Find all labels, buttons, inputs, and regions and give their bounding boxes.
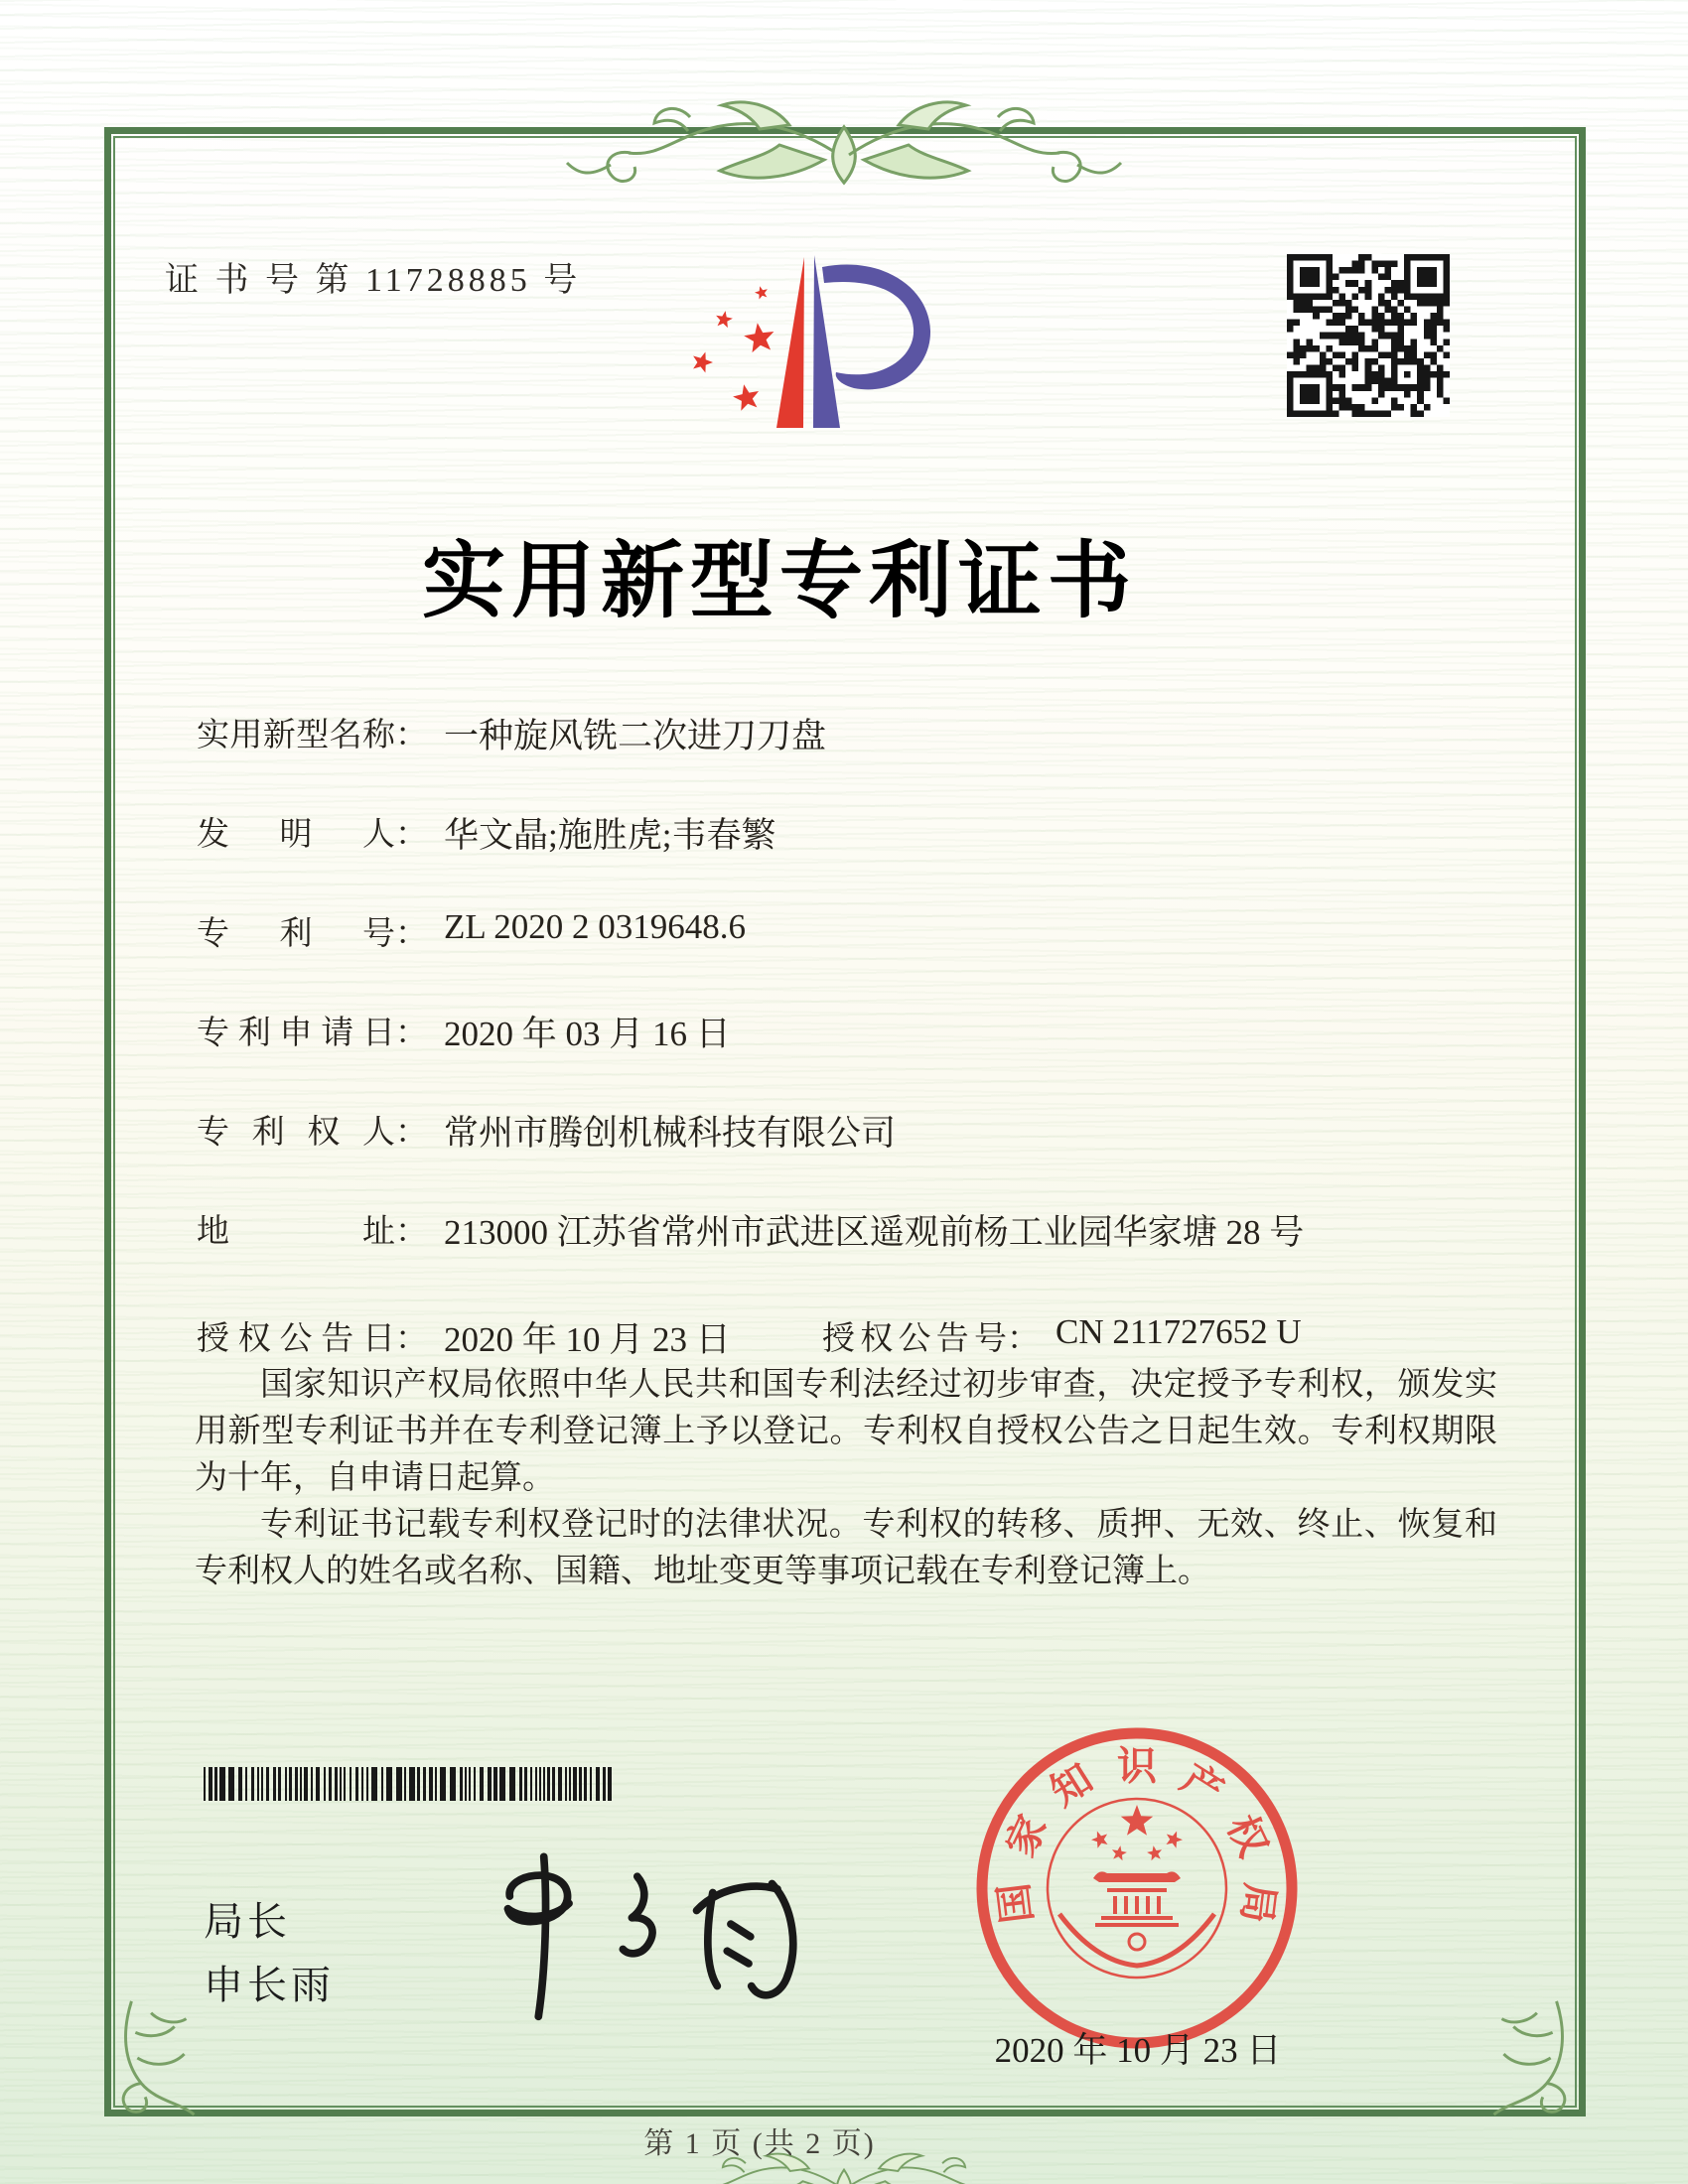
field-label: 授权公告号 xyxy=(822,1321,1007,1357)
field-value: 常州市腾创机械科技有限公司 xyxy=(444,1114,897,1153)
body-paragraph: 国家知识产权局依照中华人民共和国专利法经过初步审查，决定授予专利权，颁发实用新型专利证书并在专利登记簿上予以登记。专利权自授权公告之日起生效。专利权期限为十年，自申请日起算。 xyxy=(195,1367,1497,1496)
field-colon: ： xyxy=(395,1321,428,1357)
field-colon: ： xyxy=(395,817,428,853)
top-flourish-ornament-icon xyxy=(541,66,1147,214)
field-row-patentee xyxy=(197,1106,1507,1156)
barcode-icon xyxy=(204,1767,621,1801)
field-row-patent-no xyxy=(197,907,1507,957)
svg-text:权: 权 xyxy=(1218,1808,1277,1864)
grant-number-pair xyxy=(822,1312,1302,1359)
field-label: 授权公告日 xyxy=(197,1321,395,1357)
svg-text:国: 国 xyxy=(991,1880,1041,1926)
field-label: 专利申请日 xyxy=(197,1016,395,1051)
field-row-address xyxy=(197,1205,1507,1255)
svg-text:局: 局 xyxy=(1233,1880,1283,1926)
field-row-grant xyxy=(197,1312,1507,1362)
field-value: 一种旋风铣二次进刀刀盘 xyxy=(444,717,827,755)
field-row-filing-date xyxy=(197,1007,1507,1056)
officer-title: 局长 xyxy=(204,1900,291,1944)
seal-date: 2020 年 10 月 23 日 xyxy=(994,2031,1282,2070)
cnipa-logo-icon xyxy=(685,244,933,435)
field-label: 发明人 xyxy=(197,817,395,853)
svg-text:识: 识 xyxy=(1117,1743,1157,1789)
field-colon: ： xyxy=(395,1016,428,1051)
field-label: 专利号 xyxy=(197,916,395,952)
field-row-inventor xyxy=(197,808,1507,858)
officer-name: 申长雨 xyxy=(204,1964,335,2007)
svg-text:家: 家 xyxy=(997,1808,1055,1864)
field-label: 专利权人 xyxy=(197,1115,395,1151)
field-value: 2020 年 03 月 16 日 xyxy=(444,1015,731,1053)
svg-text:知: 知 xyxy=(1043,1755,1101,1815)
bottom-left-flourish-ornament-icon xyxy=(111,1993,206,2120)
field-value: ZL 2020 2 0319648.6 xyxy=(444,907,746,946)
page-title: 实用新型专利证书 xyxy=(421,536,1137,628)
legal-text-block xyxy=(195,1362,1497,1595)
body-paragraph: 专利证书记载专利权登记时的法律状况。专利权的转移、质押、无效、终止、恢复和专利权人的姓名或名称、国籍、地址变更等事项记载在专利登记簿上。 xyxy=(195,1507,1497,1589)
handwritten-signature-icon xyxy=(447,1825,824,2045)
page-number: 第 1 页 (共 2 页) xyxy=(643,2127,876,2160)
field-value: 华文晶;施胜虎;韦春繁 xyxy=(444,816,776,855)
national-emblem-icon xyxy=(1048,1799,1226,1978)
field-row-name xyxy=(197,709,1507,758)
field-colon: ： xyxy=(1007,1321,1040,1357)
svg-text:产: 产 xyxy=(1173,1755,1231,1815)
logo-stars-icon xyxy=(693,286,774,411)
certificate-number: 证 书 号 第 11728885 号 xyxy=(165,262,582,299)
field-colon: ： xyxy=(395,1214,428,1250)
field-colon: ： xyxy=(395,718,428,753)
qr-code-icon xyxy=(1287,254,1450,417)
bottom-right-flourish-ornament-icon xyxy=(1482,1993,1577,2120)
field-colon: ： xyxy=(395,1115,428,1151)
field-label: 地址 xyxy=(197,1214,395,1250)
field-colon: ： xyxy=(395,916,428,952)
field-value: 213000 江苏省常州市武进区遥观前杨工业园华家塘 28 号 xyxy=(444,1213,1305,1252)
field-value: CN 211727652 U xyxy=(1055,1312,1302,1351)
field-value: 2020 年 10 月 23 日 xyxy=(444,1320,731,1359)
field-label: 实用新型名称 xyxy=(197,718,395,753)
official-seal-icon xyxy=(968,1719,1306,2057)
